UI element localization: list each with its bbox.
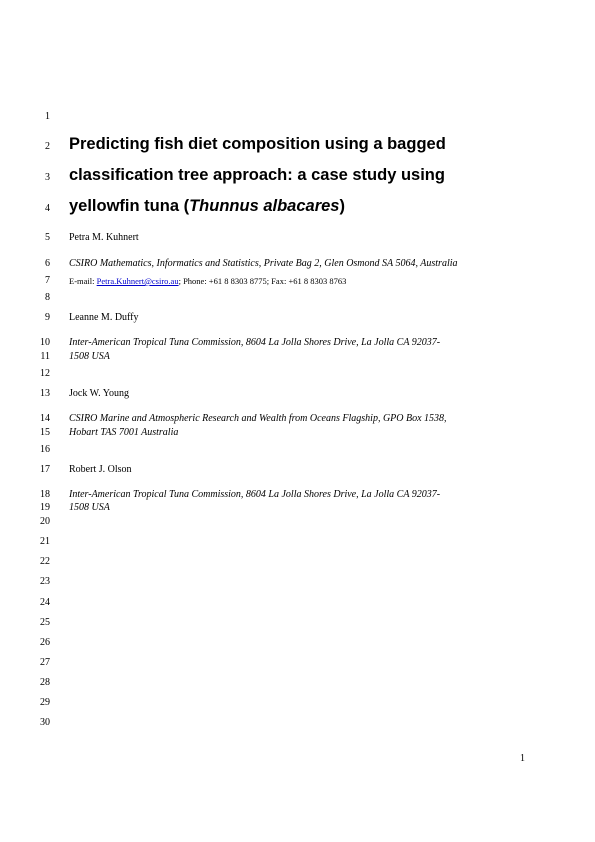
line-number: 21	[40, 536, 50, 547]
line-number: 19	[40, 502, 50, 513]
email-link[interactable]: Petra.Kuhnert@csiro.au	[96, 276, 179, 286]
line-number: 9	[45, 312, 50, 323]
line-number: 10	[40, 337, 50, 348]
line-number: 3	[45, 172, 50, 183]
line-number: 11	[40, 351, 50, 362]
line-number: 15	[40, 427, 50, 438]
author-affiliation: Inter-American Tropical Tuna Commission, 8604 La Jolla Shores Drive, La Jolla CA 92037-	[69, 337, 441, 348]
species-name: Thunnus albacares	[189, 197, 340, 215]
line-number: 25	[40, 617, 50, 628]
title-text: yellowfin tuna (	[69, 197, 190, 215]
line-number: 5	[45, 232, 50, 243]
line-number: 28	[40, 677, 50, 688]
author-affiliation: 1508 USA	[69, 502, 110, 513]
author-affiliation: CSIRO Marine and Atmospheric Research and Wealth from Oceans Flagship, GPO Box 1538,	[69, 413, 447, 424]
title-line-1: Predicting fish diet composition using a bagged	[69, 135, 446, 153]
title-line-3	[69, 197, 345, 216]
line-number: 17	[40, 464, 50, 475]
phone-fax: ; Phone: +61 8 8303 8775; Fax: +61 8 8303 8763	[178, 276, 347, 286]
author-affiliation: Hobart TAS 7001 Australia	[69, 427, 179, 438]
author-name: Petra M. Kuhnert	[69, 232, 139, 243]
author-affiliation: 1508 USA	[69, 351, 110, 362]
title-text: )	[339, 197, 345, 215]
line-number: 18	[40, 489, 50, 500]
line-number: 24	[40, 597, 50, 608]
line-number: 29	[40, 697, 50, 708]
line-number: 13	[40, 388, 50, 399]
author-name: Robert J. Olson	[69, 464, 132, 475]
line-number: 20	[40, 516, 50, 527]
line-number: 2	[45, 141, 50, 152]
author-affiliation: Inter-American Tropical Tuna Commission, 8604 La Jolla Shores Drive, La Jolla CA 92037-	[69, 489, 441, 500]
line-number: 8	[45, 292, 50, 303]
line-number: 26	[40, 637, 50, 648]
line-number: 16	[40, 444, 50, 455]
line-number: 23	[40, 576, 50, 587]
line-number: 30	[40, 717, 50, 728]
author-name: Leanne M. Duffy	[69, 312, 139, 323]
line-number: 12	[40, 368, 50, 379]
line-number: 4	[45, 203, 50, 214]
author-name: Jock W. Young	[69, 388, 130, 399]
author-contact	[69, 276, 346, 286]
line-number: 22	[40, 556, 50, 567]
line-number: 6	[45, 258, 50, 269]
line-number: 27	[40, 657, 50, 668]
author-affiliation: CSIRO Mathematics, Informatics and Statistics, Private Bag 2, Glen Osmond SA 5064, Australia	[69, 258, 458, 269]
page-number: 1	[520, 753, 525, 764]
email-label: E-mail:	[69, 276, 97, 286]
line-number: 1	[45, 111, 50, 122]
line-number: 7	[45, 275, 50, 286]
line-number: 14	[40, 413, 50, 424]
title-line-2: classification tree approach: a case study using	[69, 166, 445, 184]
